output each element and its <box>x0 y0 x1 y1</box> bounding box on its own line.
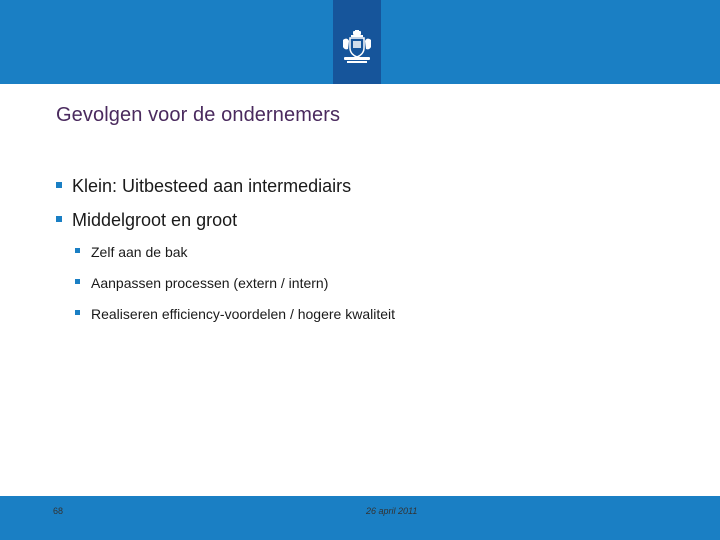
bullet-square-icon <box>56 182 62 188</box>
sub-bullet-text: Zelf aan de bak <box>91 244 188 260</box>
bullet-square-icon <box>75 310 80 315</box>
top-banner <box>0 0 720 84</box>
bullet-item <box>56 211 395 229</box>
bullet-text: Klein: Uitbesteed aan intermediairs <box>72 176 352 196</box>
bullet-list <box>56 170 395 322</box>
bullet-square-icon <box>75 248 80 253</box>
page-number: 68 <box>53 506 64 516</box>
logo-strip <box>333 0 381 84</box>
coat-of-arms-icon <box>341 30 373 64</box>
sub-bullet-item <box>73 275 395 291</box>
sub-bullet-text: Realiseren efficiency-voordelen / hogere kwaliteit <box>91 306 396 322</box>
sub-bullet-text: Aanpassen processen (extern / intern) <box>91 275 329 291</box>
footer-date: 26 april 2011 <box>366 506 418 516</box>
sub-bullet-item <box>73 306 395 322</box>
bullet-item <box>56 177 395 195</box>
bullet-square-icon <box>56 216 62 222</box>
slide-title: Gevolgen voor de ondernemers <box>56 104 341 126</box>
bullet-square-icon <box>75 279 80 284</box>
footer-bar <box>0 496 720 540</box>
bullet-text: Middelgroot en groot <box>72 210 238 230</box>
sub-bullet-item <box>73 244 395 260</box>
